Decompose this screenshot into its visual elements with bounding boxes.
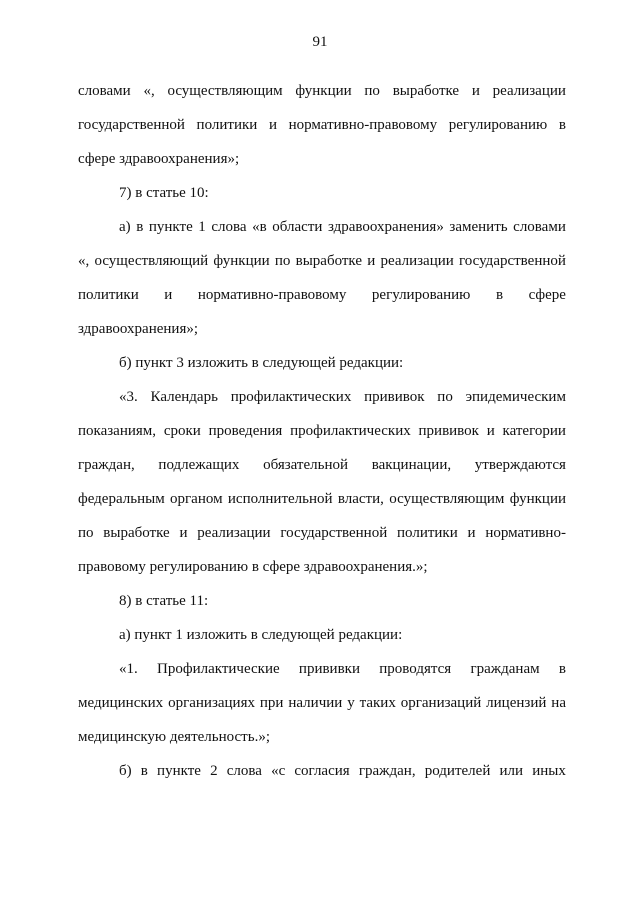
text-line: политики и нормативно-правовому регулированию в сфере — [78, 287, 566, 303]
text-line: а) в пункте 1 слова «в области здравоохранения» заменить словами — [119, 219, 566, 235]
text-line: правовому регулированию в сфере здравоохранения.»; — [78, 559, 428, 575]
text-line: медицинскую деятельность.»; — [78, 729, 270, 745]
text-line: медицинских организациях при наличии у таких организаций лицензий на — [78, 695, 566, 711]
text-line: граждан, подлежащих обязательной вакцинации, утверждаются — [78, 457, 566, 473]
text-line: а) пункт 1 изложить в следующей редакции: — [119, 627, 403, 643]
text-line: «3. Календарь профилактических прививок по эпидемическим — [119, 389, 566, 405]
text-line: б) пункт 3 изложить в следующей редакции: — [119, 355, 404, 371]
page-number: 91 — [312, 34, 328, 50]
text-line: здравоохранения»; — [78, 321, 199, 337]
text-line: государственной политики и нормативно-правовому регулированию в — [78, 117, 566, 133]
text-line: показаниям, сроки проведения профилактических прививок и категории — [78, 423, 566, 439]
text-line: словами «, осуществляющим функции по выработке и реализации — [78, 83, 566, 99]
text-line: 8) в статье 11: — [119, 593, 209, 609]
document-body — [78, 74, 566, 788]
text-line: по выработке и реализации государственной политики и нормативно- — [78, 525, 566, 541]
text-line: «1. Профилактические прививки проводятся гражданам в — [119, 661, 566, 677]
text-line: федеральным органом исполнительной власти, осуществляющим функции — [78, 491, 566, 507]
text-line: сфере здравоохранения»; — [78, 151, 240, 167]
text-line: б) в пункте 2 слова «с согласия граждан, родителей или иных — [119, 763, 566, 779]
text-line: 7) в статье 10: — [119, 185, 209, 201]
text-line: «, осуществляющий функции по выработке и реализации государственной — [78, 253, 566, 269]
